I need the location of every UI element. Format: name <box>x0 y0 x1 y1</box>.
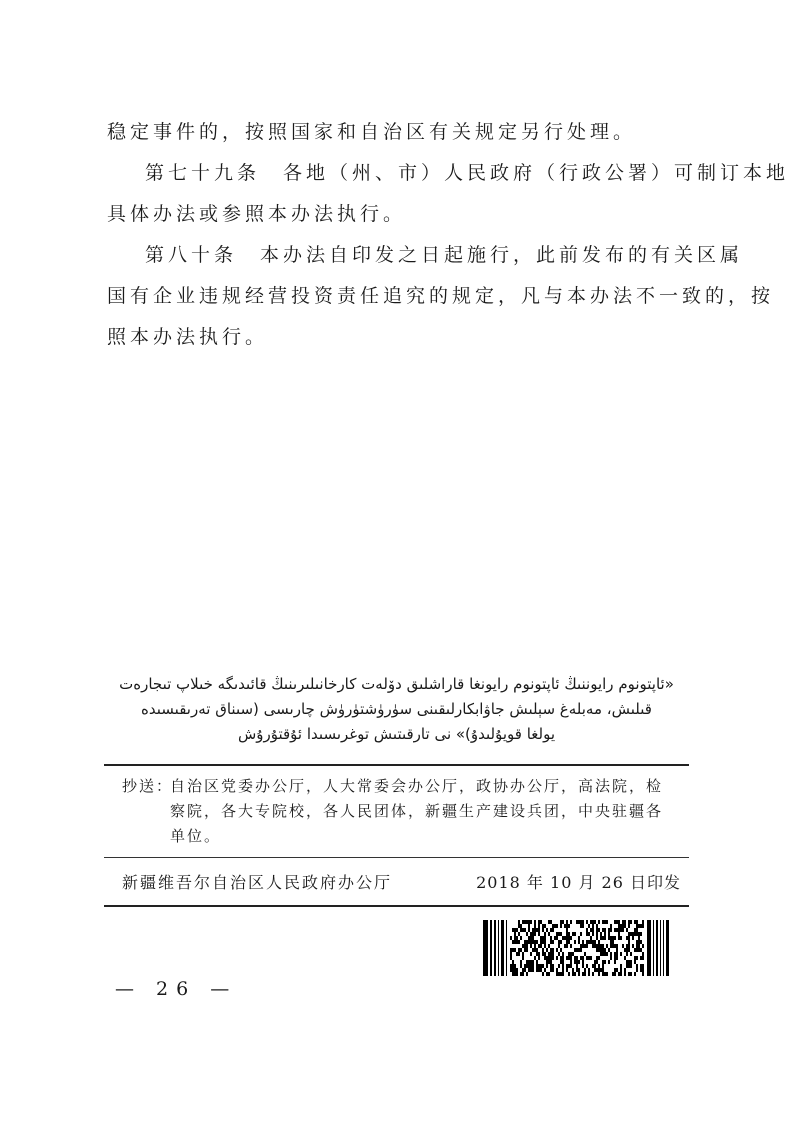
cc-top-rule <box>104 764 689 766</box>
paragraph-article-80 <box>107 235 775 358</box>
page-number: — 26 — <box>115 978 238 1000</box>
barcode-matrix <box>510 920 644 976</box>
issue-date: 2018 年 10 月 26 日印发 <box>476 873 681 892</box>
issuer-bottom-rule <box>104 905 689 907</box>
paragraph-closing-clause <box>107 112 689 153</box>
paragraph-line: 稳定事件的，按照国家和自治区有关规定另行处理。 <box>107 121 637 143</box>
cc-line-3: 单位。 <box>170 827 222 845</box>
cc-recipients <box>170 774 682 849</box>
issuing-office: 新疆维吾尔自治区人民政府办公厅 <box>122 873 393 892</box>
uyghur-title-line-3: يولغا قويۇلىدۇ)» نى تارقىتىش توغرىسىدا ئۇقتۇرۇش <box>237 725 556 743</box>
paragraph-article-79 <box>107 153 790 235</box>
uyghur-notice-title <box>104 672 689 747</box>
barcode-stop-pattern <box>647 920 669 976</box>
article-79-line-2: 具体办法或参照本办法执行。 <box>107 203 407 225</box>
cc-line-2: 察院，各大专院校，各人民团体，新疆生产建设兵团，中央驻疆各 <box>170 802 664 820</box>
issuer-top-rule <box>104 857 689 858</box>
barcode-start-pattern <box>483 920 507 976</box>
cc-line-1: 自治区党委办公厅，人大常委会办公厅，政协办公厅，高法院，检 <box>170 777 664 795</box>
article-80-line-3: 照本办法执行。 <box>107 326 269 348</box>
article-80-line-2: 国有企业违规经营投资责任追究的规定，凡与本办法不一致的，按 <box>107 285 775 307</box>
uyghur-title-line-1: «ئاپتونوم رايوننىڭ ئاپتونوم رايونغا قاراشلىق دۆلەت كارخانىلىرىنىڭ قائىدىگە خىلاپ تىجارەت <box>119 675 674 693</box>
article-79-line-1: 第七十九条 各地（州、市）人民政府（行政公署）可制订本地 <box>145 162 790 184</box>
cc-label: 抄送： <box>122 777 174 795</box>
uyghur-title-line-2: قىلىش، مەبلەغ سېلىش جاۋابكارلىقىنى سۈرۈشتۈرۈش چارىسى (سىناق تەرىقىسىدە <box>141 700 652 718</box>
cc-block <box>122 774 682 849</box>
article-80-line-1: 第八十条 本办法自印发之日起施行，此前发布的有关区属 <box>145 244 744 266</box>
pdf417-barcode-icon <box>483 920 669 976</box>
